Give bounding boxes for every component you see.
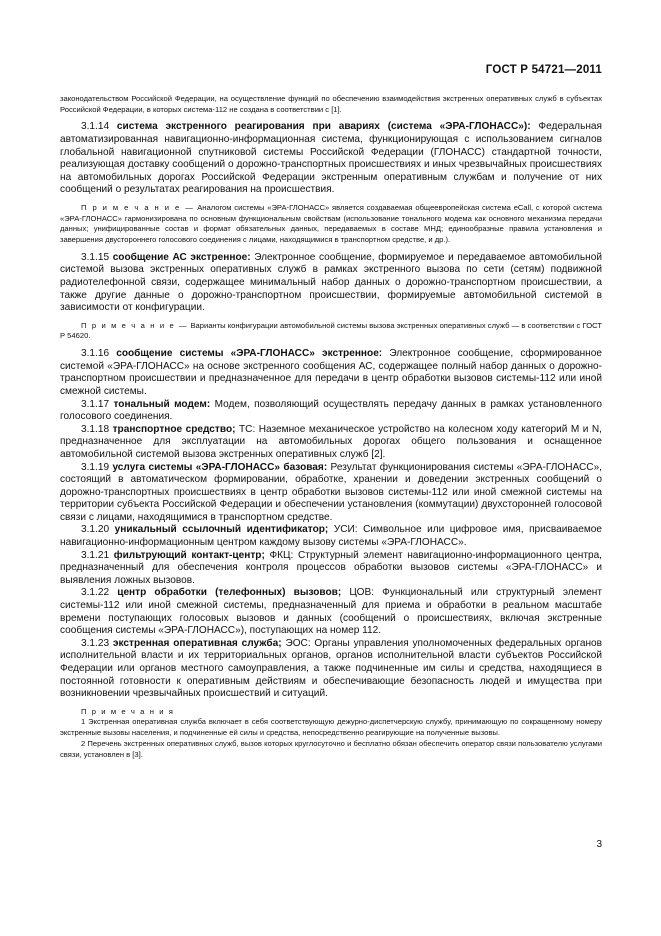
- term-3-1-17: 3.1.17 тональный модем: Модем, позволяющий осуществлять передачу данных в рамках установленного голосового соединения.: [60, 398, 603, 423]
- term-name: услуга системы «ЭРА-ГЛОНАСС» базовая:: [112, 461, 328, 473]
- term-3-1-23: 3.1.23 экстренная оперативная служба; ЭОС: Органы управления уполномоченных федеральных органов исполнительной власти и их территориальных органов, органов исполнительной власти субъектов Российской Федерации или органов местного самоуправления, а также подчиненные им силы и средства, находящиеся в постоянной готовности к оперативным действиям и обеспечивающие безопасность людей и имущества при возникновении чрезвычайных происшествий и ситуаций.: [60, 637, 602, 700]
- term-name: фильтрующий контакт-центр;: [113, 549, 265, 561]
- page-number: 3: [596, 839, 602, 850]
- continuation-paragraph: законодательством Российской Федерации, на осуществление функций по обеспечению взаимодействия экстренных оперативных служб в субъектах Российской Федерации, в которых система-112 не создана в соответствии с [1].: [60, 94, 602, 114]
- term-name: уникальный ссылочный идентификатор;: [114, 524, 329, 536]
- note-item-1: 1 Экстренная оперативная служба включает в себя соответствующую дежурно-диспетчерскую службу, принимающую по сокращенному номеру экстренные вызовы населения, и подчиненные ей силы и средства, непосредственно реагирующие на полученные вызовы.: [60, 717, 602, 738]
- term-name: сообщение АС экстренное:: [112, 251, 251, 263]
- term-3-1-20: 3.1.20 уникальный ссылочный идентификатор; УСИ: Символьное или цифровое имя, присваиваемое навигационно-информационным центром каждому вызову системы «ЭРА-ГЛОНАСС».: [60, 524, 602, 549]
- term-3-1-21: 3.1.21 фильтрующий контакт-центр; ФКЦ: Структурный элемент навигационно-информационного центра, предназначенный для обеспечения контроля процессов обработки вызовов системы «ЭРА-ГЛОНАСС» и выявления ложных вызовов.: [60, 549, 602, 586]
- note-item-2: 2 Перечень экстренных оперативных служб, вызов которых круглосуточно и бесплатно обязан обеспечить оператор связи пользователю услугами связи, установлен в [3].: [60, 738, 602, 759]
- term-3-1-18: 3.1.18 транспортное средство; ТС: Наземное механическое устройство на колесном ходу категорий M и N, предназначенное для эксплуатации на автомобильных дорогах общего пользования и оснащенное автомобильной системой вызова экстренных оперативных служб [2].: [60, 423, 602, 460]
- note-3-1-15: П р и м е ч а н и е — Варианты конфигурации автомобильной системы вызова экстренных оперативных служб — в соответствии с ГОСТ Р 54620.: [60, 320, 602, 341]
- term-3-1-15: 3.1.15 сообщение АС экстренное: Электронное сообщение, формируемое и передаваемое автомобильной системой вызова экстренных оперативных служб в рамках экстренного вызова по сети (сетям) подвижной радиотелефонной связи, содержащее минимальный набор данных о дорожно-транспортном происшествии, а также другие данные о дорожно-транспортном происшествии, формируемые автомобильной системой в зависимости от конфигурации.: [60, 251, 603, 314]
- term-name: тональный модем:: [113, 398, 211, 410]
- term-name: система экстренного реагирования при авариях (система «ЭРА-ГЛОНАСС»):: [116, 121, 531, 133]
- term-name: транспортное средство;: [112, 423, 236, 435]
- term-name: экстренная оперативная служба;: [112, 637, 282, 649]
- term-3-1-16: 3.1.16 сообщение системы «ЭРА-ГЛОНАСС» экстренное: Электронное сообщение, сформированное системой «ЭРА-ГЛОНАСС» на основе экстренного сообщения АС, содержащее полный набор данных о дорожно-транспортном происшествии и предназначенное для передачи в центр обработки вызовов системы-112 или иной смежной системы.: [60, 348, 602, 397]
- page-content: [60, 94, 602, 760]
- term-name: центр обработки (телефонных) вызовов;: [117, 587, 342, 599]
- notes-label: П р и м е ч а н и я: [81, 706, 175, 716]
- term-3-1-14: 3.1.14 система экстренного реагирования при авариях (система «ЭРА-ГЛОНАСС»): Федеральная автоматизированная навигационно-информационная система, функционирующая с использованием сигналов глобальной навигационной спутниковой системы Российской Федерации (ГЛОНАСС) стандартной точности, реализующая доставку сообщений о дорожно-транспортных происшествиях и иных чрезвычайных происшествиях на автомобильных дорогах Российской Федерации экстренным оперативным службам и получение от них сообщений о результатах реагирования на происшествия.: [60, 121, 602, 196]
- document-code: ГОСТ Р 54721—2011: [485, 64, 602, 76]
- note-3-1-14: П р и м е ч а н и е — Аналогом системы «ЭРА-ГЛОНАСС» является создаваемая общеевропейская система eCall, с которой система «ЭРА-ГЛОНАСС» гармонизирована по основным функциональным свойствам (использование тонального модема как основного механизма передачи данных; унифицированные состав и формат обязательных данных, передаваемых в составе МНД; единообразные правила установления и завершения двустороннего голосового соединения с лицами, находящимися в транспортном средстве, и др.).: [60, 202, 602, 245]
- term-name: сообщение системы «ЭРА-ГЛОНАСС» экстренное:: [116, 348, 383, 360]
- term-3-1-19: 3.1.19 услуга системы «ЭРА-ГЛОНАСС» базовая: Результат функционирования системы «ЭРА-ГЛОНАСС», состоящий в автоматическом формировании, обработке, хранении и доведении экстренных сообщений о дорожно-транспортных происшествиях в центр обработки вызовов системы-112 или иной смежной системы на территории субъекта Российской Федерации и обеспечении установления (коммутации) двухсторонней голосовой связи с лицами, находящимися в транспортном средстве.: [60, 461, 602, 523]
- term-3-1-22: 3.1.22 центр обработки (телефонных) вызовов; ЦОВ: Функциональный или структурный элемент системы-112 или иной смежной системы, предназначенный для приема и обработки в реальном масштабе времени поступающих голосовых вызовов и данных (сообщений о происшествиях, включая экстренные сообщения системы «ЭРА-ГЛОНАСС»), поступающих на номер 112.: [60, 587, 603, 637]
